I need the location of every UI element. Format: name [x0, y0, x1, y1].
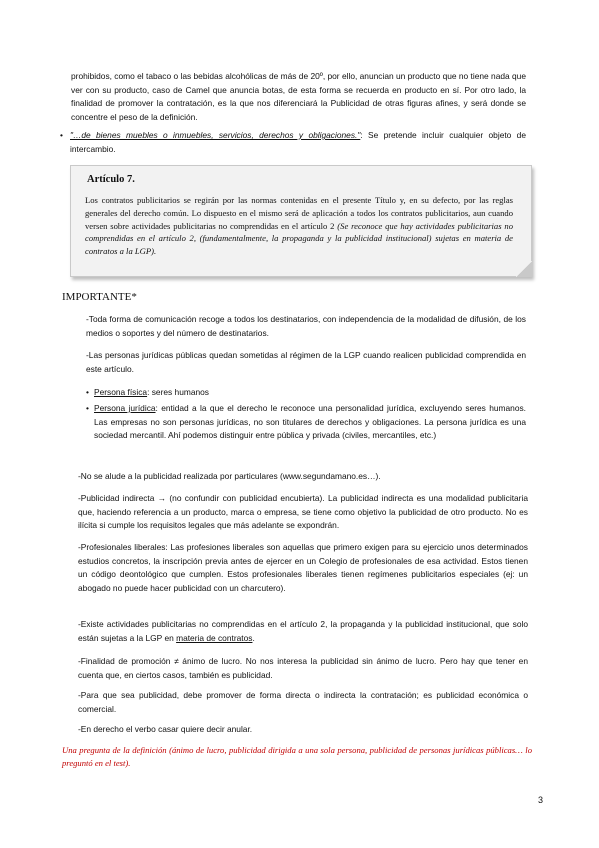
persona-fisica-label: Persona física — [94, 387, 148, 397]
page-number: 3 — [538, 795, 544, 805]
materia-contratos: materia de contratos — [176, 632, 253, 643]
bullet-icon: • — [86, 403, 89, 413]
point-personas-publicas: -Las personas jurídicas públicas quedan sometidas al régimen de la LGP cuando realicen publicidad comprendida en este artículo. — [86, 350, 526, 374]
bullet-icon: • — [60, 130, 63, 140]
exam-note: Una pregunta de la definición (ánimo de lucro, publicidad dirigida a una sola persona, publicidad de personas jurídicas públicas… lo preguntó en el test). — [62, 745, 532, 768]
point-animo-lucro: -Finalidad de promoción ≠ ánimo de lucro. No nos interesa la publicidad sin ánimo de lucro. Pero hay que tener en cuenta que, en ciertos casos, también es publicidad. — [78, 656, 528, 680]
article-text: Los contratos publicitarios se regirán por las normas contenidas en el presente Título y, en su defecto, por las reglas generales del derecho común. Lo dispuesto en el mismo será de aplicación a todos los contratos publicitarios, aun cuando versen sobre actividades publicitarias no comprendidas en el artículo 2 — [85, 195, 513, 231]
point-promover-contratacion: -Para que sea publicidad, debe promover de forma directa o indirecta la contratación; es publicidad económica o comercial. — [78, 690, 528, 714]
point-actividades-no-comprendidas — [78, 618, 528, 645]
point-publicidad-indirecta: -Publicidad indirecta → (no confundir con publicidad encubierta). La publicidad indirecta es una modalidad publicitaria que, haciendo referencia a un producto, marca o empresa, se tiene como objetivo la publicidad de otro producto. No es ilícita si cumple los requisitos legales que más adelante se expondrán. — [78, 493, 528, 531]
quote-text: "…de bienes muebles o inmuebles, servicios, derechos y obligaciones." — [70, 130, 361, 140]
quote-explanation: : Se pretende incluir cualquier objeto de intercambio. — [70, 130, 526, 154]
persona-juridica-label: Persona jurídica — [94, 403, 156, 413]
point-casar: -En derecho el verbo casar quiere decir anular. — [78, 724, 253, 734]
intro-paragraph: prohibidos, como el tabaco o las bebidas alcohólicas de más de 20º, por ello, anuncian un producto que no tiene nada que ver con su producto, caso de Camel que anuncia botas, de esta forma se recuerda en producto en sí. Por otro lado, la finalidad de promover la contratación, es la que nos diferenciará la Publicidad de otras figuras afines, y será donde se concentre el peso de la definición. — [71, 71, 526, 123]
persona-juridica-text: : entidad a la que el derecho le reconoce una personalidad jurídica, excluyendo seres humanos. Las empresas no son personas jurídicas, no son titulares de derechos y obligaciones. La persona jurídica es una sociedad mercantil. Ahí podemos distinguir entre pública y privada (civiles, mercantiles, etc.) — [94, 403, 526, 441]
quote-bullet — [60, 129, 526, 156]
article-title: Artículo 7. — [87, 174, 135, 185]
bullet-icon: • — [86, 387, 89, 397]
persona-fisica-item — [86, 386, 526, 400]
point-destinatarios: -Toda forma de comunicación recoge a todos los destinatarios, con independencia de la modalidad de difusión, de los medios o soportes y del número de destinatarios. — [86, 314, 526, 338]
point-profesionales-liberales: -Profesionales liberales: Las profesiones liberales son aquellas que primero exigen para su ejercicio unos determinados estudios concretos, la inscripción previa antes de ejercer en un Colegio de profesionales de esa actividad. Estos tienen un código deontológico que cumplen. Estos profesionales liberales tienen regímenes publicitarios especiales (ej: un abogado no puede hacer publicidad con un charcutero). — [78, 542, 528, 594]
article-body — [85, 194, 513, 258]
article-note: (Se reconoce que hay actividades publicitarias no comprendidas en el artículo 2, (fundamentalmente, la propaganda y la publicidad institucional) sujetas en materia de contratos a la LGP). — [85, 220, 513, 257]
persona-fisica-text: : seres humanos — [147, 387, 209, 397]
important-heading: IMPORTANTE* — [62, 291, 137, 303]
point-text: -Existe actividades publicitarias no comprendidas en el artículo 2, la propaganda y la publicidad institucional, que solo están sujetas a la LGP en — [78, 619, 528, 643]
article-box — [70, 165, 532, 277]
point-text-end: . — [252, 632, 255, 643]
point-particulares: -No se alude a la publicidad realizada por particulares (www.segundamano.es…). — [78, 471, 381, 481]
persona-juridica-item — [86, 402, 526, 443]
